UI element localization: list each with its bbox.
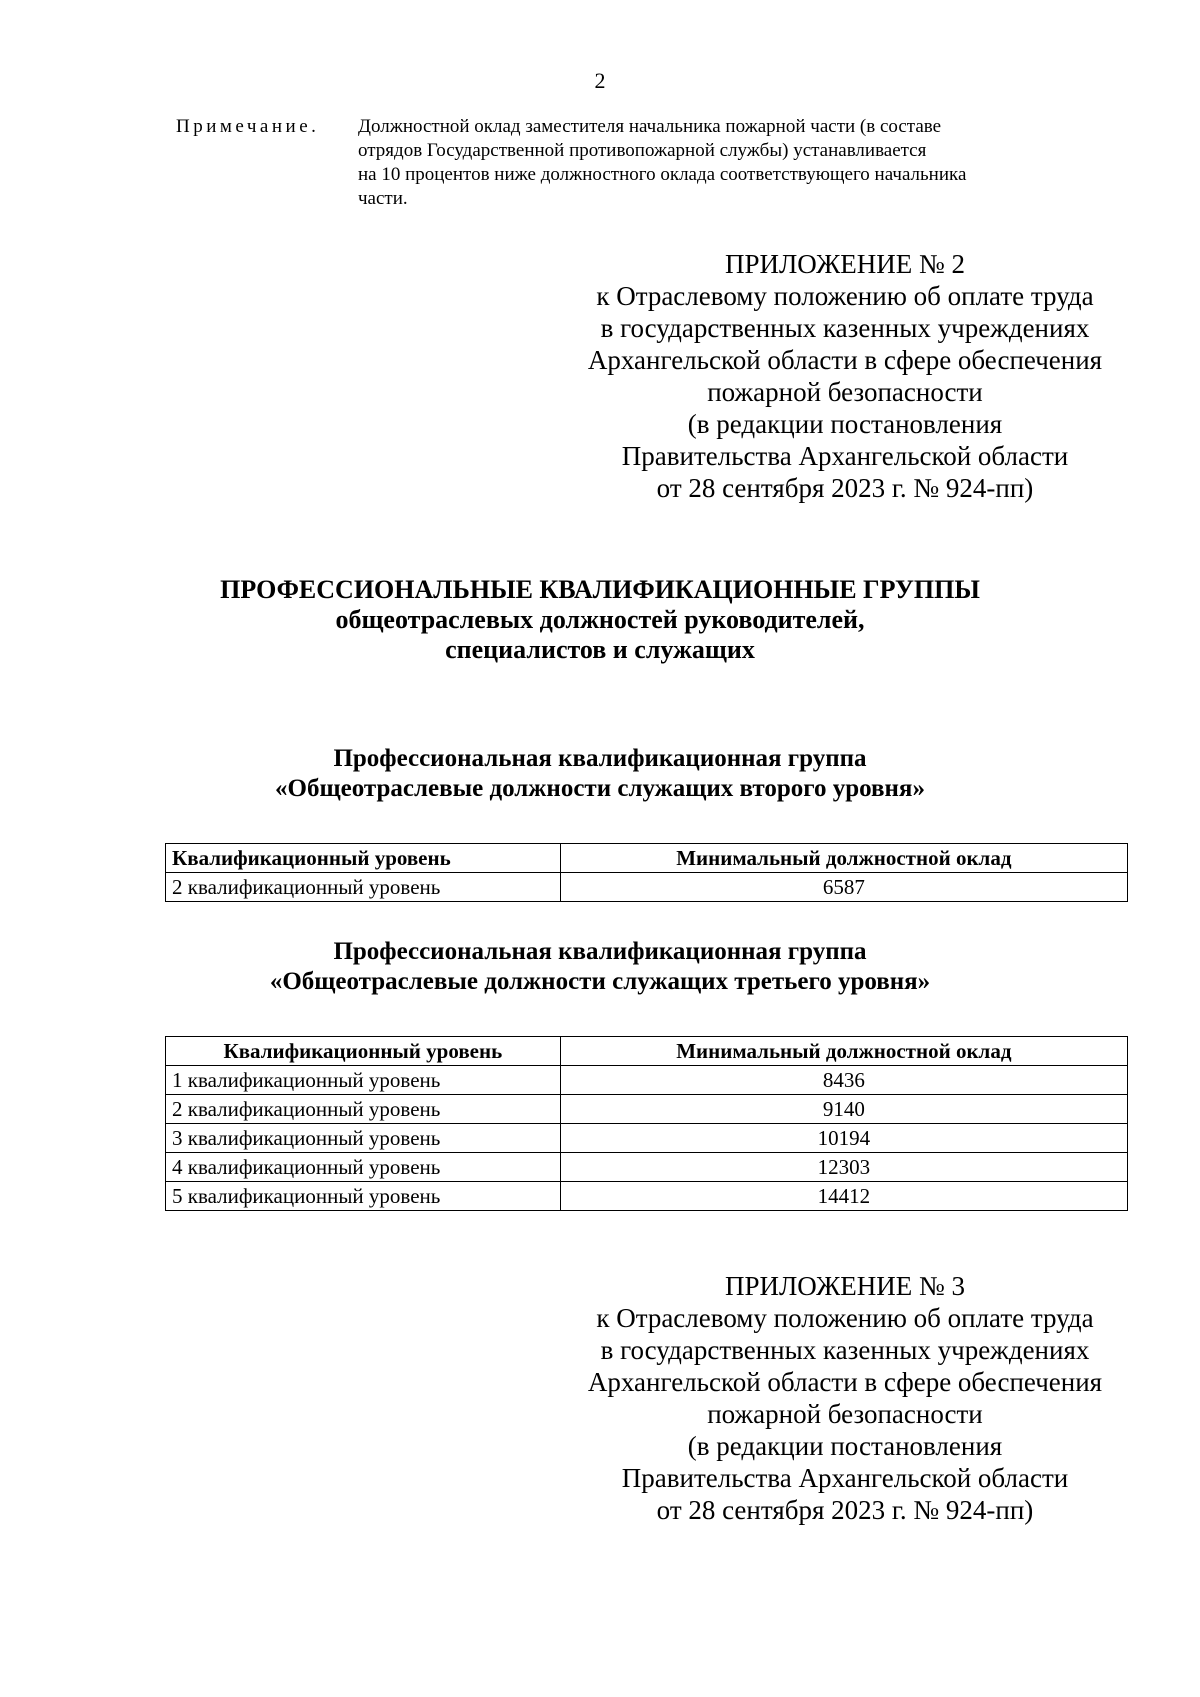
group-2-table (165, 1036, 1128, 1211)
appendix-3-line: Правительства Архангельской области (621, 1463, 1069, 1493)
salary-cell: 12303 (560, 1153, 1127, 1182)
note-text (358, 115, 1098, 211)
appendix-2-line: Архангельской области в сфере обеспечения (587, 345, 1103, 375)
level-cell: 5 квалификационный уровень (166, 1182, 561, 1211)
group-2-title-line: Профессиональная квалификационная группа (333, 938, 867, 965)
page-number: 2 (594, 68, 606, 93)
appendix-3-header (560, 1270, 1130, 1526)
table-header-row (166, 844, 1128, 873)
note-label: Примечание. (176, 116, 320, 137)
appendix-3-line: к Отраслевому положению об оплате труда (596, 1303, 1094, 1333)
table-header-row (166, 1037, 1128, 1066)
group-1-title-line: «Общеотраслевые должности служащих второго уровня» (275, 775, 925, 802)
header-level: Квалификационный уровень (166, 1037, 561, 1066)
appendix-2-line: от 28 сентября 2023 г. № 924-пп) (656, 473, 1034, 503)
appendix-3-title: ПРИЛОЖЕНИЕ № 3 (724, 1271, 966, 1301)
salary-cell: 10194 (560, 1124, 1127, 1153)
salary-cell: 14412 (560, 1182, 1127, 1211)
note-line: на 10 процентов ниже должностного оклада соответствующего начальника (358, 164, 967, 185)
header-salary: Минимальный должностной оклад (560, 844, 1127, 873)
table-row (166, 873, 1128, 902)
appendix-2-line: пожарной безопасности (707, 377, 983, 407)
level-cell: 4 квалификационный уровень (166, 1153, 561, 1182)
main-title-line: общеотраслевых должностей руководителей, (335, 605, 865, 634)
appendix-3-line: в государственных казенных учреждениях (600, 1335, 1090, 1365)
group-1-table (165, 843, 1128, 902)
salary-cell: 8436 (560, 1066, 1127, 1095)
appendix-2-line: в государственных казенных учреждениях (600, 313, 1090, 343)
group-1-title-line: Профессиональная квалификационная группа (333, 745, 867, 772)
level-cell: 2 квалификационный уровень (166, 873, 561, 902)
level-cell: 1 квалификационный уровень (166, 1066, 561, 1095)
appendix-2-line: к Отраслевому положению об оплате труда (596, 281, 1094, 311)
salary-cell: 9140 (560, 1095, 1127, 1124)
main-title-line: специалистов и служащих (445, 635, 755, 664)
note (176, 115, 1116, 211)
appendix-3-line: Архангельской области в сфере обеспечения (587, 1367, 1103, 1397)
group-2-title (0, 937, 1200, 997)
main-title (0, 575, 1200, 665)
note-line: отрядов Государственной противопожарной службы) устанавливается (358, 140, 927, 161)
table-row (166, 1066, 1128, 1095)
table-row (166, 1095, 1128, 1124)
group-2-title-line: «Общеотраслевые должности служащих третьего уровня» (269, 968, 931, 995)
appendix-3-line: (в редакции постановления (687, 1431, 1003, 1461)
appendix-2-header (560, 248, 1130, 504)
appendix-3-line: пожарной безопасности (707, 1399, 983, 1429)
group-1-title (0, 744, 1200, 804)
salary-cell: 6587 (560, 873, 1127, 902)
appendix-2-line: Правительства Архангельской области (621, 441, 1069, 471)
note-line: части. (358, 188, 408, 209)
appendix-2-title: ПРИЛОЖЕНИЕ № 2 (724, 249, 966, 279)
appendix-3-line: от 28 сентября 2023 г. № 924-пп) (656, 1495, 1034, 1525)
table-row (166, 1124, 1128, 1153)
note-line: Должностной оклад заместителя начальника пожарной части (в составе (358, 116, 942, 137)
main-title-line: ПРОФЕССИОНАЛЬНЫЕ КВАЛИФИКАЦИОННЫЕ ГРУППЫ (220, 575, 980, 604)
header-level: Квалификационный уровень (166, 844, 561, 873)
level-cell: 3 квалификационный уровень (166, 1124, 561, 1153)
table-row (166, 1182, 1128, 1211)
level-cell: 2 квалификационный уровень (166, 1095, 561, 1124)
appendix-2-line: (в редакции постановления (687, 409, 1003, 439)
table-row (166, 1153, 1128, 1182)
header-salary: Минимальный должностной оклад (560, 1037, 1127, 1066)
